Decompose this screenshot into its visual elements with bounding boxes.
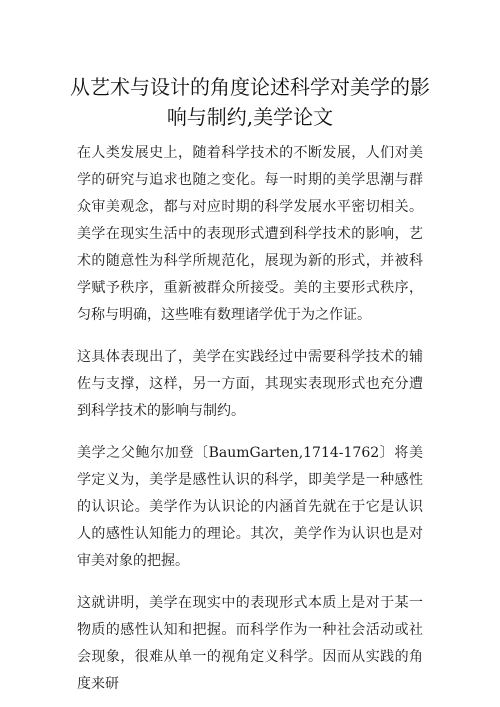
paragraph-4: 这就讲明，美学在现实中的表现形式本质上是对于某一物质的感性认知和把握。而科学作为一种社会活动或社会现象，很难从单一的视角定义科学。因而从实践的角度来研 — [77, 595, 423, 692]
document-body — [77, 140, 423, 707]
paragraph-2: 这具体表现出了，美学在实践经过中需要科学技术的辅佐与支撑，这样，另一方面，其现实表现形式也充分遭到科学技术的影响与制约。 — [77, 349, 423, 419]
paragraph-3: 美学之父鲍尔加登〔BaumGarten,1714-1762〕将美学定义为，美学是感性认识的科学，即美学是一种感性的认识论。美学作为认识论的内涵首先就在于它是认识人的感性认知能力的理论。其次，美学作为认识也是对审美对象的把握。 — [77, 445, 423, 569]
document-title — [70, 72, 430, 132]
title-line-2: 响与制约,美学论文 — [166, 105, 334, 129]
paragraph-1: 在人类发展史上，随着科学技术的不断发展，人们对美学的研究与追求也随之变化。每一时期的美学思潮与群众审美观念，都与对应时期的科学发展水平密切相关。美学在现实生活中的表现形式遭到科学技术的影响，艺术的随意性为科学所规范化，展现为新的形式，并被科学赋予秩序，重新被群众所接受。美的主要形式秩序，匀称与明确，这些唯有数理诸学优于为之作证。 — [77, 145, 423, 323]
title-line-1: 从艺术与设计的角度论述科学对美学的影 — [70, 75, 430, 99]
